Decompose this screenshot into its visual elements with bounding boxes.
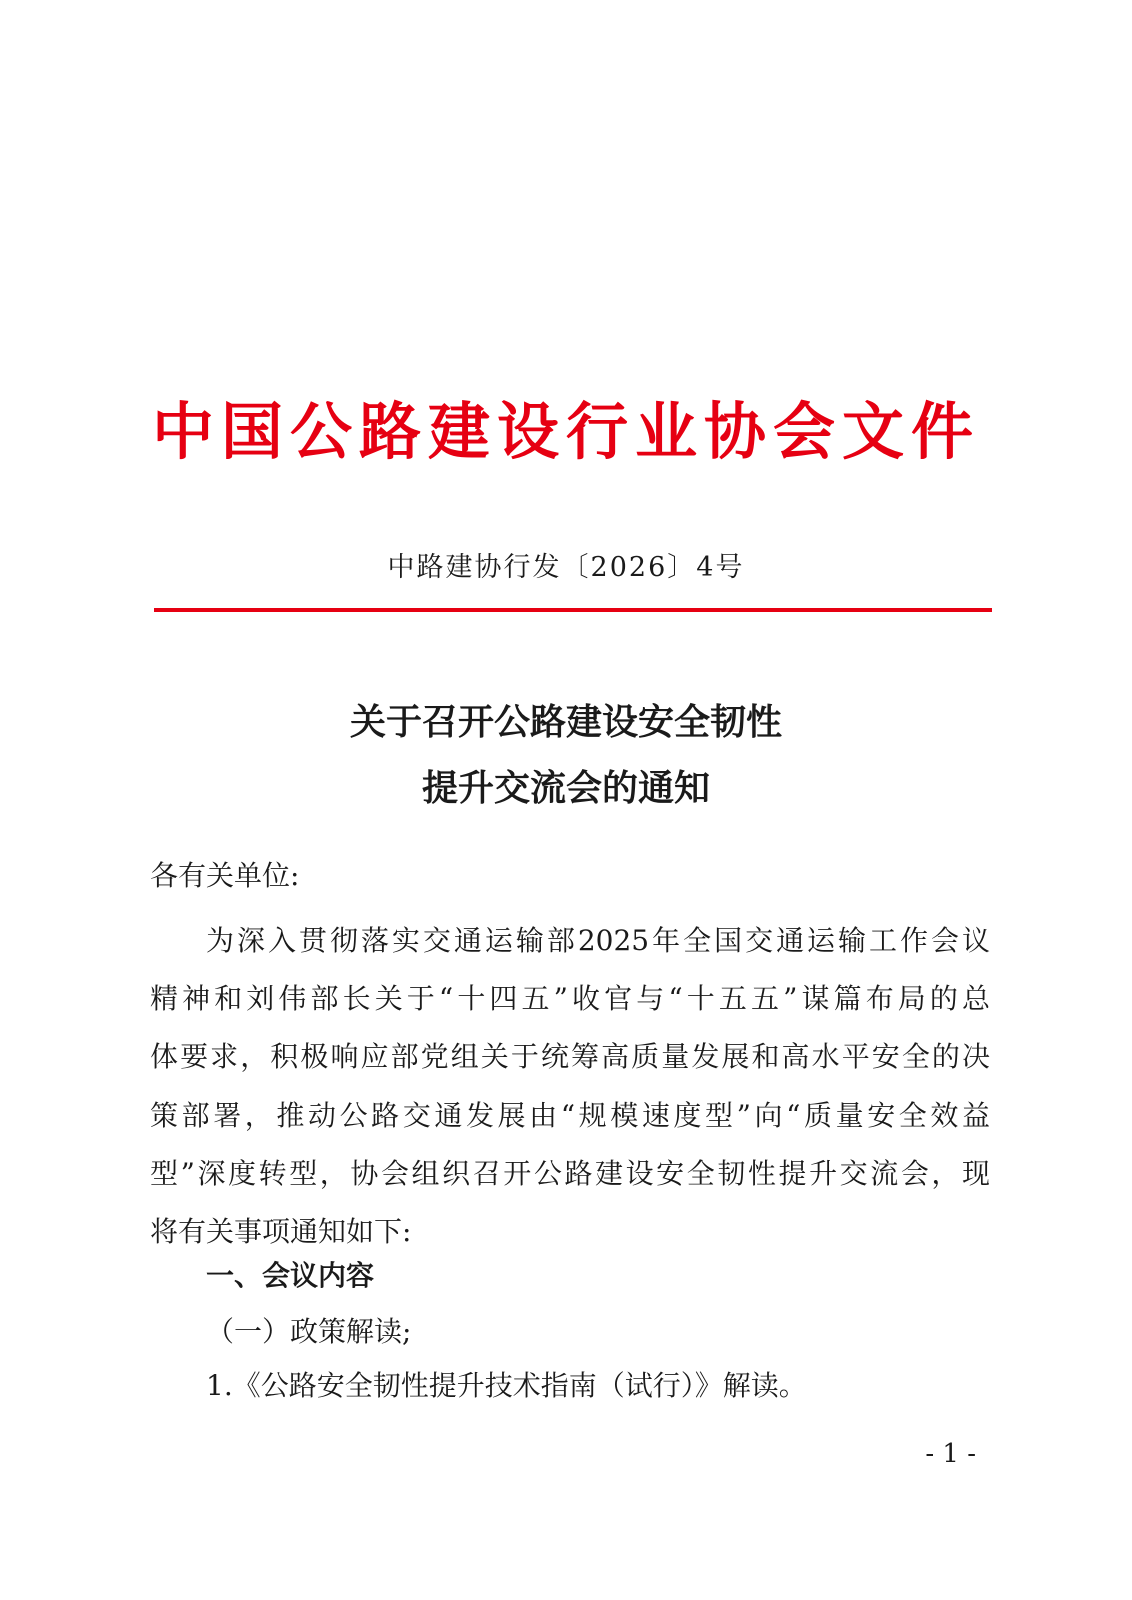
paragraph-line: 策部署，推动公路交通发展由“规模速度型”向“质量安全效益 [150,1098,990,1132]
paragraph-line: 精神和刘伟部长关于“十四五”收官与“十五五”谋篇布局的总 [150,982,990,1016]
notice-title-line-1: 关于召开公路建设安全韧性 [349,702,782,743]
paragraph-line: 为深入贯彻落实交通运输部2025年全国交通运输工作会议 [206,924,990,957]
salutation: 各有关单位: [150,859,300,892]
subsection-heading-policy: （一）政策解读; [206,1315,412,1348]
document-number: 中路建协行发〔2026〕4号 [387,552,745,583]
list-item-guideline: 1.《公路安全韧性提升技术指南（试行）》解读。 [206,1369,807,1402]
page-number: - 1 - [925,1439,976,1469]
section-heading-meeting-content: 一、会议内容 [206,1259,375,1292]
intro-paragraph [150,912,990,1261]
paragraph-line: 体要求，积极响应部党组关于统筹高质量发展和高水平安全的决 [150,1040,990,1074]
paragraph-line: 将有关事项通知如下: [150,1215,412,1249]
red-divider-rule [154,608,992,612]
notice-title-line-2: 提升交流会的通知 [421,768,710,809]
notice-title [0,690,1132,822]
issuer-header-title: 中国公路建设行业协会文件 [151,395,980,468]
paragraph-line: 型”深度转型，协会组织召开公路建设安全韧性提升交流会，现 [150,1156,990,1190]
